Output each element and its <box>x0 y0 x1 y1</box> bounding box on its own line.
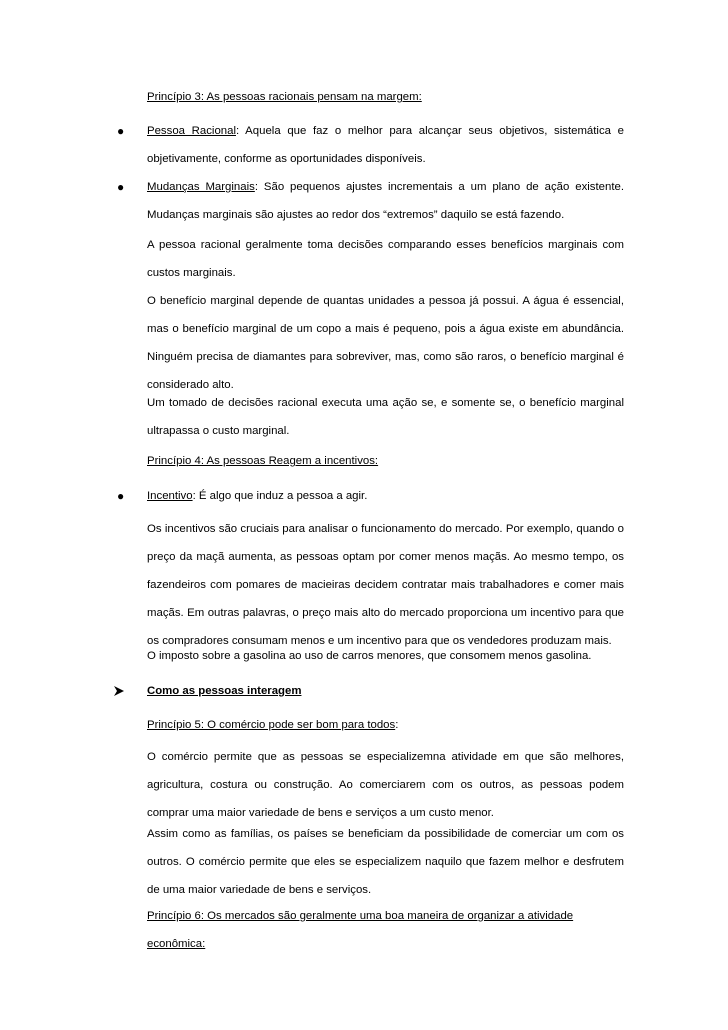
principle-6-heading <box>147 902 627 958</box>
principle-4-heading <box>147 447 624 475</box>
definition-incentive <box>147 482 624 510</box>
paragraph: Os incentivos são cruciais para analisar o funcionamento do mercado. Por exemplo, quando o preço da maçã aumenta, as pessoas optam por comer menos maçãs. Ao mesmo tempo, os fazendeiros com pomares de macieiras decidem contratar mais trabalhadores e comer mais maçãs. Em outras palavras, o preço mais alto do mercado proporciona um incentivo para que os compradores consumam menos e um incentivo para que os vendedores produzam mais. <box>147 523 624 647</box>
arrow-bullet-icon <box>114 677 130 705</box>
bullet-dot-icon: ● <box>117 489 125 503</box>
heading-colon: : <box>395 719 399 731</box>
definition-text: : São pequenos ajustes incrementais a um plano de ação existente. Mudanças marginais são ajustes ao redor dos “extremos” daquilo se está fazendo. <box>147 181 624 221</box>
section-heading <box>147 677 624 705</box>
principle-3-title: Princípio 3: As pessoas racionais pensam na margem: <box>147 91 422 103</box>
term-marginal-changes: Mudanças Marginais <box>147 181 255 193</box>
paragraph: Assim como as famílias, os países se beneficiam da possibilidade de comerciar um com os outros. O comércio permite que eles se especializem naquilo que fazem melhor e desfrutem de uma maior variedade de bens e serviços. <box>147 828 624 896</box>
term-incentive: Incentivo <box>147 490 193 502</box>
principle-6-title: Princípio 6: Os mercados são geralmente uma boa maneira de organizar a atividade econômica: <box>147 910 574 950</box>
paragraph: O imposto sobre a gasolina ao uso de carros menores, que consomem menos gasolina. <box>147 650 592 662</box>
paragraph: O benefício marginal depende de quantas unidades a pessoa já possui. A água é essencial, mas o benefício marginal de um copo a mais é pequeno, pois a água existe em abundância. Ninguém precisa de diamantes para sobreviver, mas, como são raros, o benefício marginal é considerado alto. <box>147 295 624 391</box>
paragraph: O comércio permite que as pessoas se especializemna atividade em que são melhores, agricultura, costura ou construção. Ao comerciarem com os outros, as pessoas podem comprar uma maior variedade de bens e serviços a um custo menor. <box>147 751 624 819</box>
section-title: Como as pessoas interagem <box>147 685 302 697</box>
definition-rational-person <box>147 117 624 173</box>
principle-5-title: Princípio 5: O comércio pode ser bom para todos <box>147 719 396 731</box>
bullet-dot-icon: ● <box>117 180 125 194</box>
paragraph: Um tomado de decisões racional executa uma ação se, e somente se, o benefício marginal ultrapassa o custo marginal. <box>147 397 624 437</box>
definition-text: : É algo que induz a pessoa a agir. <box>192 490 368 502</box>
paragraph: A pessoa racional geralmente toma decisões comparando esses benefícios marginais com custos marginais. <box>147 239 624 279</box>
definition-text: : Aquela que faz o melhor para alcançar seus objetivos, sistemática e objetivamente, conforme as oportunidades disponíveis. <box>147 125 624 165</box>
definition-marginal-changes <box>147 173 624 229</box>
bullet-dot-icon: ● <box>117 124 125 138</box>
term-rational-person: Pessoa Racional <box>147 125 236 137</box>
principle-5-heading <box>147 711 624 739</box>
principle-4-title: Princípio 4: As pessoas Reagem a incentivos: <box>147 455 379 467</box>
principle-3-heading <box>147 83 624 111</box>
